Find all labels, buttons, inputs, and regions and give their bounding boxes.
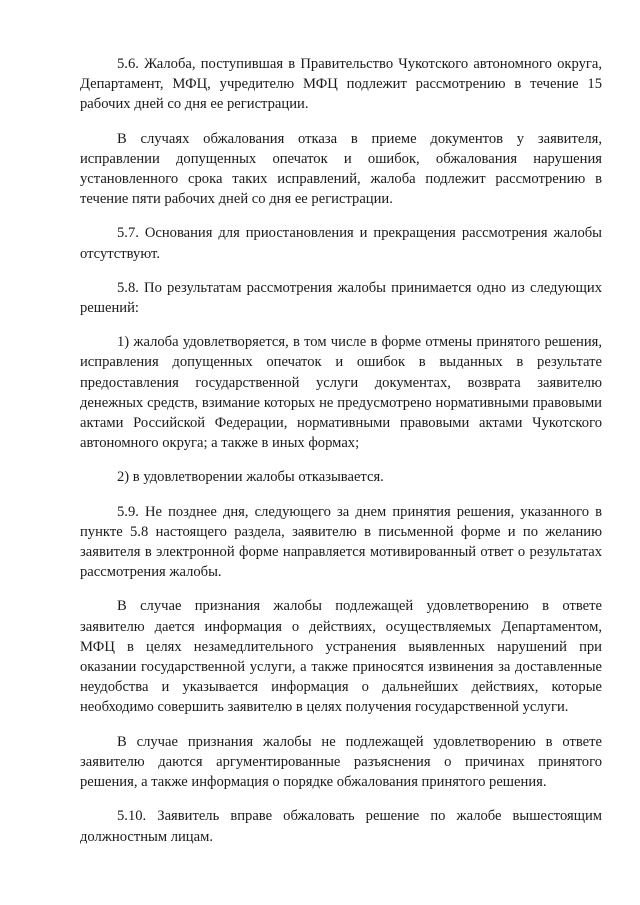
paragraph-complaint-rejected: В случае признания жалобы не подлежащей удовлетворению в ответе заявителю даются аргументированные разъяснения о причинах принятого решения, а также информация о порядке обжалования принятого решения. (80, 733, 602, 791)
paragraph-5-10: 5.10. Заявитель вправе обжаловать решение по жалобе вышестоящим должностным лицам. (80, 808, 602, 845)
paragraph-5-6: 5.6. Жалоба, поступившая в Правительство Чукотского автономного округа, Департамент, МФЦ, учредителю МФЦ подлежит рассмотрению в течение 15 рабочих дней со дня ее регистрации. (80, 56, 602, 113)
paragraph-refusal-complaint: В случаях обжалования отказа в приеме документов у заявителя, исправлении допущенных опечаток и ошибок, обжалования нарушения установленного срока таких исправлений, жалоба подлежит рассмотрению в течение пяти рабочих дней со дня ее регистрации. (80, 130, 602, 208)
paragraph-5-9: 5.9. Не позднее дня, следующего за днем принятия решения, указанного в пункте 5.8 настоящего раздела, заявителю в письменной форме и по желанию заявителя в электронной форме направляется мотивированный ответ о результатах рассмотрения жалобы. (80, 503, 602, 581)
paragraph-5-7: 5.7. Основания для приостановления и прекращения рассмотрения жалобы отсутствуют. (80, 225, 602, 262)
paragraph-complaint-satisfied: В случае признания жалобы подлежащей удовлетворению в ответе заявителю дается информация о действиях, осуществляемых Департаментом, МФЦ в целях незамедлительного устранения выявленных нарушений при оказании государственной услуги, а также приносятся извинения за доставленные неудобства и указывается информация о дальнейших действиях, которые необходимо совершить заявителю в целях получения государственной услуги. (80, 598, 602, 716)
document-body (80, 54, 602, 861)
paragraph-decision-2: 2) в удовлетворении жалобы отказывается. (117, 469, 384, 486)
paragraph-5-8: 5.8. По результатам рассмотрения жалобы принимается одно из следующих решений: (80, 279, 602, 317)
paragraph-decision-1: 1) жалоба удовлетворяется, в том числе в форме отмены принятого решения, исправления допущенных опечаток и ошибок в выданных в результате предоставления государственной услуги документах, возврата заявителю денежных средств, взимание которых не предусмотрено нормативными правовыми актами Российской Федерации, нормативными правовыми актами Чукотского автономного округа; а также в иных формах; (80, 334, 602, 452)
